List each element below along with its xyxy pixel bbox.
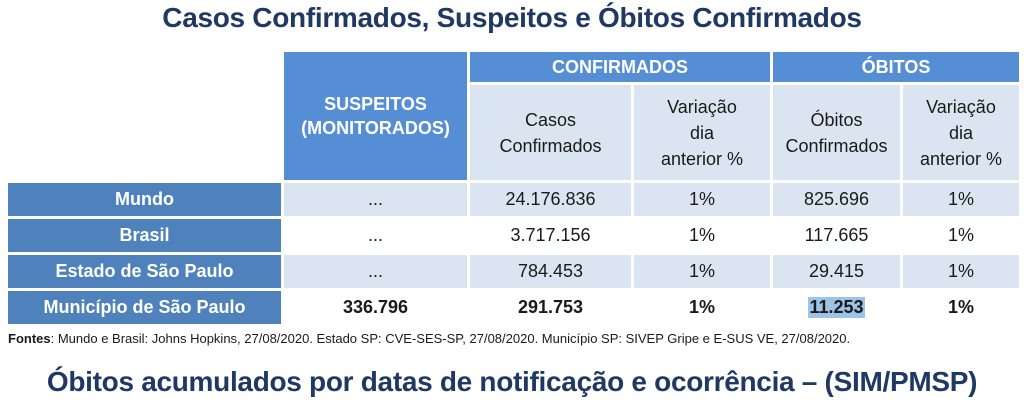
cell-casos: 784.453 (470, 255, 631, 288)
header-variacao-obitos: Variação dia anterior % (903, 85, 1019, 180)
header-casos-confirmados: Casos Confirmados (470, 85, 631, 180)
header-obitos: ÓBITOS (773, 52, 1019, 82)
row-label-municipio-sp: Município de São Paulo (8, 291, 281, 324)
header-obitos-confirmados: Óbitos Confirmados (773, 85, 900, 180)
cell-suspeitos: ... (284, 255, 467, 288)
section-subtitle: Óbitos acumulados por datas de notificação e ocorrência – (SIM/PMSP) (46, 366, 978, 397)
cell-var-casos: 1% (634, 291, 770, 324)
cell-var-casos: 1% (634, 255, 770, 288)
cell-var-obitos: 1% (903, 219, 1019, 252)
cell-suspeitos: ... (284, 219, 467, 252)
page-title: Casos Confirmados, Suspeitos e Óbitos Confirmados (162, 2, 862, 33)
source-label: Fontes (8, 331, 51, 346)
row-label-mundo: Mundo (8, 183, 281, 216)
cell-suspeitos: ... (284, 183, 467, 216)
cell-var-casos: 1% (634, 183, 770, 216)
cell-var-obitos: 1% (903, 255, 1019, 288)
cell-casos: 291.753 (470, 291, 631, 324)
cell-var-obitos: 1% (903, 183, 1019, 216)
highlighted-value[interactable]: 11.253 (809, 297, 864, 317)
source-note (8, 331, 850, 346)
row-label-brasil: Brasil (8, 219, 281, 252)
row-label-estado-sp: Estado de São Paulo (8, 255, 281, 288)
header-confirmados: CONFIRMADOS (470, 52, 770, 82)
cell-var-obitos: 1% (903, 291, 1019, 324)
header-suspeitos: SUSPEITOS (MONITORADOS) (284, 52, 467, 180)
cell-obitos: 117.665 (773, 219, 900, 252)
cell-obitos: 825.696 (773, 183, 900, 216)
header-variacao-casos: Variação dia anterior % (634, 85, 770, 180)
source-text: : Mundo e Brasil: Johns Hopkins, 27/08/2020. Estado SP: CVE-SES-SP, 27/08/2020. Município SP: SIVEP Gripe e E-SUS VE, 27/08/2020. (50, 331, 851, 346)
cell-casos: 3.717.156 (470, 219, 631, 252)
cell-obitos: 29.415 (773, 255, 900, 288)
cell-var-casos: 1% (634, 219, 770, 252)
cell-casos: 24.176.836 (470, 183, 631, 216)
cell-obitos (773, 291, 900, 324)
cell-suspeitos: 336.796 (284, 291, 467, 324)
